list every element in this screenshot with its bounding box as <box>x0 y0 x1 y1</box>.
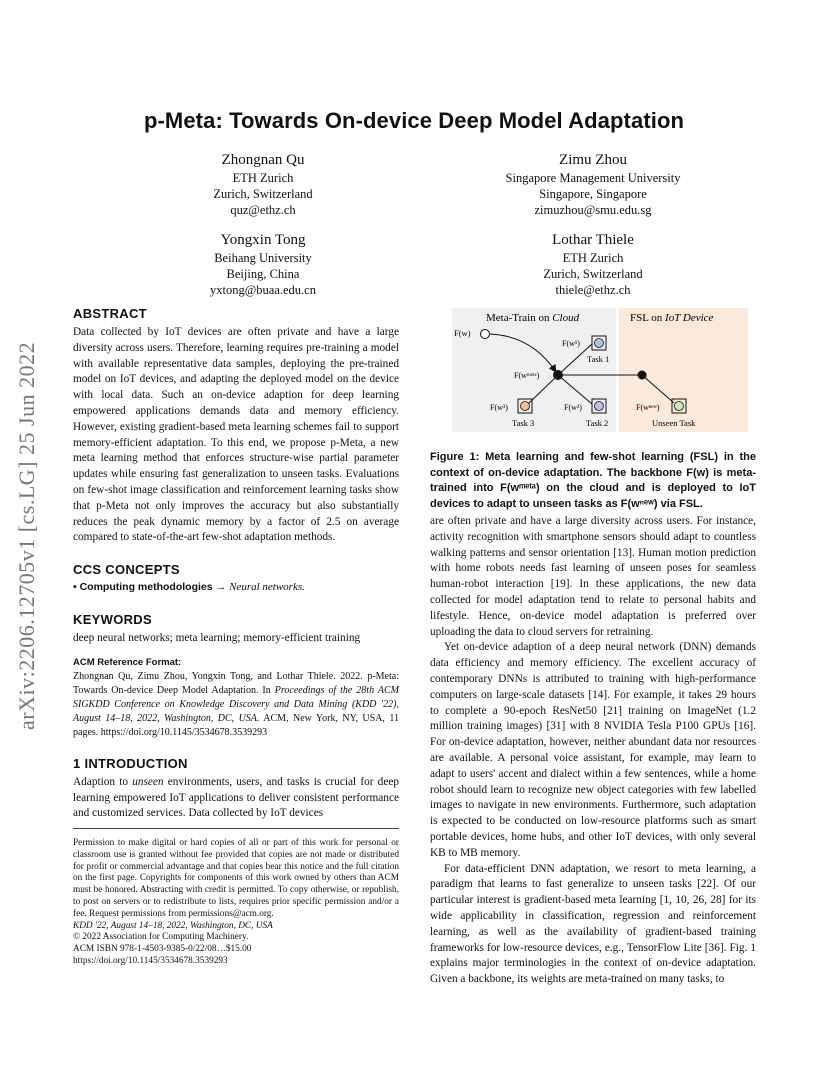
task2-label: Task 2 <box>586 418 609 428</box>
arxiv-stamp: arXiv:2206.12705v1 [cs.LG] 25 Jun 2022 <box>14 341 39 730</box>
deployed-node <box>638 371 647 380</box>
author-block-2 <box>453 150 733 218</box>
cloud-panel <box>452 308 616 432</box>
fw-label: F(w) <box>454 328 471 338</box>
ccs-text <box>73 580 399 596</box>
intro-heading: 1 INTRODUCTION <box>73 755 188 771</box>
task1-label: Task 1 <box>587 354 610 364</box>
keywords-text: deep neural networks; meta learning; memory-efficient training <box>73 631 361 644</box>
device-panel-title: FSL on IoT Device <box>630 312 714 324</box>
figure-1 <box>452 306 748 434</box>
ccs-bold: • Computing methodologies <box>73 581 213 594</box>
author-location: Zurich, Switzerland <box>213 187 313 201</box>
author-location: Beijing, China <box>226 267 300 281</box>
fw2-label: F(w²) <box>564 403 582 412</box>
fw-node <box>481 330 490 339</box>
fwnew-label: F(wⁿᵉʷ) <box>636 403 660 412</box>
fw1-label: F(w¹) <box>562 339 580 348</box>
acm-ref-part1: Zhongnan Qu, Zimu Zhou, Yongxin Tong, and Lothar Thiele. 2022. p-Meta: Towards On-device Deep Model Adaptation. In <box>73 670 399 696</box>
author-email: yxtong@buaa.edu.cn <box>210 283 316 297</box>
intro-text-italic: unseen <box>132 775 164 788</box>
figure-caption: Figure 1: Meta learning and few-shot learning (FSL) in the context of on-device adaptation. The backbone F(w) is meta-trained into F(wᵐᵉᵗᵃ) on the cloud and is deployed to IoT devices to adapt to unseen tasks as F(wⁿᵉʷ) via FSL. <box>430 451 756 510</box>
doi-line: https://doi.org/10.1145/3534678.3539293 <box>73 955 228 966</box>
unseen-node <box>675 402 684 411</box>
author-location: Zurich, Switzerland <box>543 267 643 281</box>
task3-node <box>521 402 530 411</box>
author-block-3 <box>148 230 378 298</box>
acm-ref-italic: Proceedings of the 28th ACM SIGKDD Conference on Knowledge Discovery and Data Mining (KDD '22), August 14–18, 2022, Washington, DC, USA. <box>73 684 399 724</box>
author-affiliation: Singapore Management University <box>505 171 681 185</box>
author-name: Zhongnan Qu <box>221 152 305 168</box>
cloud-panel-title: Meta-Train on Cloud <box>486 312 580 324</box>
intro-text <box>73 775 399 822</box>
author-affiliation: ETH Zurich <box>562 251 624 265</box>
left-column <box>73 306 399 822</box>
fw3-label: F(w³) <box>490 403 508 412</box>
right-paragraph-2: Yet on-device adaption of a deep neural network (DNN) demands data efficiency and memory efficiency. The excellent accuracy of contemporary DNNs is attributed to training with high-performance computers on large-scale datasets [14]. For example, it takes 29 hours to complete a 90-epoch ResNet50 [21] training on ImageNet (1.2 million training images) [31] with 8 NVIDIA Tesla P100 GPUs [16]. For on-device adaptation, however, neither abundant data nor resources are available. A personal voice assistant, for example, may learn to adapt to users' accent and dialect within a few sentences, while a home robot should learn to recognize new object categories with few labelled images to navigate in new environments. Furthermore, such adaptation is expected to be conducted on low-resource platforms such as smart portable devices, home hubs, and other IoT devices, with only several KB to MB memory. <box>430 641 756 859</box>
right-paragraph-3: For data-efficient DNN adaptation, we resort to meta learning, a paradigm that learns to fast generalize to unseen tasks [22]. Of our particular interest is gradient-based meta learning [1, 10, 26, 28] for its wide applicability in classification, regression and reinforcement learning, as well as the availability of gradient-based training frameworks for low-resource devices, e.g., TensorFlow Lite [36]. Fig. 1 explains major terminologies in the context of on-device adaptation. Given a backbone, its weights are meta-trained on many tasks, to <box>430 862 756 986</box>
ccs-arrow: → <box>212 581 230 594</box>
ccs-heading: CCS CONCEPTS <box>73 562 180 578</box>
abstract-heading: ABSTRACT <box>73 306 147 321</box>
intro-text-a: Adaption to <box>73 775 133 788</box>
isbn-line: ACM ISBN 978-1-4503-9385-0/22/08…$15.00 <box>73 944 252 955</box>
author-block-1 <box>148 150 378 218</box>
right-column <box>430 514 756 988</box>
author-block-4 <box>453 230 733 298</box>
author-name: Lothar Thiele <box>552 232 634 248</box>
conference-line: KDD '22, August 14–18, 2022, Washington, DC, USA <box>73 920 273 931</box>
author-name: Zimu Zhou <box>559 152 627 168</box>
task1-node <box>595 339 604 348</box>
permission-text: Permission to make digital or hard copies of all or part of this work for personal or classroom use is granted without fee provided that copies are not made or distributed for profit or commercial advantage and that copies bear this notice and the full citation on the first page. Copyrights for components of this work owned by others than ACM must be honored. Abstracting with credit is permitted. To copy otherwise, or republish, to post on servers or to redistribute to lists, requires prior specific permission and/or a fee. Request permissions from permissions@acm.org. <box>73 838 399 919</box>
task2-node <box>595 402 604 411</box>
intro-text-b: environments, users, and tasks is crucial for deep learning empowered IoT applications to deliver consistent performance and customized services. Data collected by IoT devices <box>73 775 399 820</box>
author-affiliation: ETH Zurich <box>232 171 294 185</box>
fwmeta-label: F(wᵐᵉᵗᵃ) <box>514 371 540 380</box>
author-email: thiele@ethz.ch <box>555 283 631 297</box>
paper-title: p-Meta: Towards On-device Deep Model Adaptation <box>143 108 685 133</box>
acm-ref-text <box>73 670 399 740</box>
abstract-text: Data collected by IoT devices are often private and have a large diversity across users. Therefore, learning requires pre-training a model with available representative data samples, deploying the pre-trained model on IoT devices, and adapting the deployed model on the device with local data. Such an on-device adaption for deep learning empowered applications demands data and memory efficiency. However, existing gradient-based meta learning schemes fail to support memory-efficient adaptation. To this end, we propose p-Meta, a new meta learning method that enforces structure-wise partial parameter updates while ensuring fast generalization to unseen tasks. Evaluations on few-shot image classification and reinforcement learning tasks show that p-Meta not only improves the accuracy but also substantially reduces the peak dynamic memory by a factor of 2.5 on average compared to state-of-the-art few-shot adaptation methods. <box>73 326 399 544</box>
copyright-line: © 2022 Association for Computing Machinery. <box>73 932 249 943</box>
author-email: zimuzhou@smu.edu.sg <box>534 203 652 217</box>
author-name: Yongxin Tong <box>220 232 306 248</box>
author-affiliation: Beihang University <box>214 251 312 265</box>
permission-block <box>73 828 399 968</box>
acm-ref-part2: ACM, New York, NY, USA, 11 pages. https://doi.org/10.1145/3534678.3539293 <box>73 712 399 738</box>
figure-diagram <box>452 306 748 434</box>
right-paragraph-1: are often private and have a large diversity across users. For instance, activity recognition with smartphone sensors should adapt to countless walking patterns and sensor orientation [13]. Human motion prediction with home robots needs fast learning of unseen poses for seamless human-robot interaction [19]. In these applications, the new data collected for model adaptation tend to relate to personal habits and lifestyle. Hence, on-device model adaptation is preferred over uploading the data to cloud servers for retraining. <box>430 515 756 638</box>
author-email: quz@ethz.ch <box>230 203 296 217</box>
keywords-heading: KEYWORDS <box>73 611 152 627</box>
task3-label: Task 3 <box>512 418 535 428</box>
ccs-italic: Neural networks. <box>229 581 305 594</box>
acm-ref-heading: ACM Reference Format: <box>73 656 182 668</box>
footnote-rule <box>73 828 399 829</box>
author-location: Singapore, Singapore <box>539 187 647 201</box>
unseen-label: Unseen Task <box>652 418 696 428</box>
